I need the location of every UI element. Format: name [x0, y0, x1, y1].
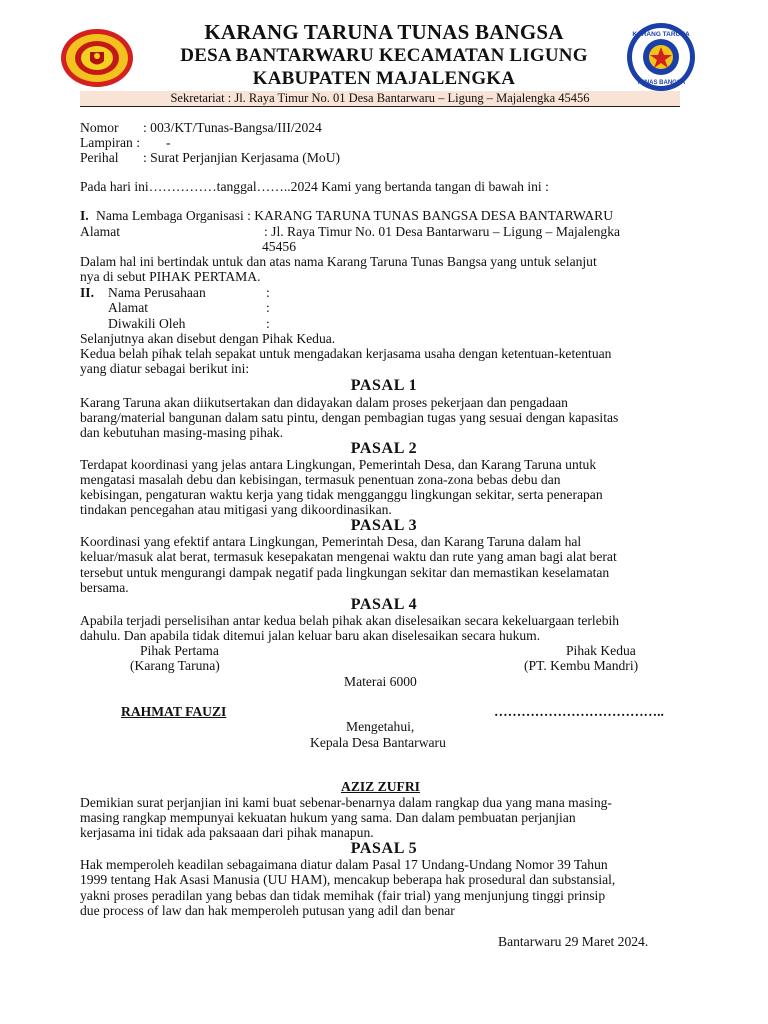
pasal2-line: mengatasi masalah debu dan kebisingan, termasuk penentuan zona-zona bebas debu dan [80, 472, 561, 487]
first-party-role: Pihak Pertama [140, 643, 219, 658]
party2-rep-colon: : [266, 316, 270, 331]
party2-closing: Selanjutnya akan disebut dengan Pihak Kedua. [80, 331, 336, 346]
org-title: KARANG TARUNA TUNAS BANGSA [204, 20, 564, 44]
party1-address-value: : Jl. Raya Timur No. 01 Desa Bantarwaru – Ligung – Majalengka [264, 224, 621, 239]
pasal3-line: tersebut untuk mengurangi dampak negatif pada lingkungan sekitar dan memastikan keselamatan [80, 565, 610, 580]
pasal3-title: PASAL 3 [350, 517, 418, 534]
perihal-label: Perihal [80, 150, 119, 165]
acknowledge-label: Mengetahui, [346, 719, 415, 734]
party1-zip: 45456 [262, 239, 296, 254]
intro-text: Pada hari ini……………tanggal……..2024 Kami yang bertanda tangan di bawah ini : [80, 179, 549, 194]
pasal5-line: due process of law dan hak memperoleh putusan yang adil dan benar [80, 903, 455, 918]
party1-statement-2: nya di sebut PIHAK PERTAMA. [80, 269, 261, 284]
pasal1-line: dan kebutuhan masing-masing pihak. [80, 425, 284, 440]
header-divider [80, 106, 680, 107]
nomor-label: Nomor [80, 120, 119, 135]
date-place: Bantarwaru 29 Maret 2024. [498, 934, 649, 949]
second-party-role: Pihak Kedua [566, 643, 636, 658]
party1-org: Nama Lembaga Organisasi : KARANG TARUNA TUNAS BANGSA DESA BANTARWARU [96, 208, 614, 223]
materai-label: Materai 6000 [344, 674, 417, 689]
lampiran-label: Lampiran : [80, 135, 141, 150]
closing-line: kerjasama ini tidak ada paksaaan dari pihak manapun. [80, 825, 374, 840]
closing-line: Demikian surat perjanjian ini kami buat sebenar-benarnya dalam rangkap dua yang mana masing- [80, 795, 612, 810]
pasal2-title: PASAL 2 [350, 440, 418, 457]
secretariat-address: Sekretariat : Jl. Raya Timur No. 01 Desa Bantarwaru – Ligung – Majalengka 45456 [80, 91, 680, 106]
pasal3-line: keluar/masuk alat berat, termasuk kesepakatan mengenai waktu dan rute yang aman bagi alat berat [80, 549, 617, 564]
lampiran-value: - [166, 135, 171, 150]
agreement-line-2: yang diatur sebagai berikut ini: [80, 361, 250, 376]
svg-text:TUNAS BANGSA: TUNAS BANGSA [636, 80, 686, 86]
org-subtitle: DESA BANTARWARU KECAMATAN LIGUNG [180, 45, 588, 66]
party2-company-label: Nama Perusahaan [108, 285, 206, 300]
party2-number: II. [80, 285, 94, 300]
village-head-name: AZIZ ZUFRI [341, 779, 420, 794]
village-head-title: Kepala Desa Bantarwaru [310, 735, 446, 750]
pasal2-line: Terdapat koordinasi yang jelas antara Lingkungan, Pemerintah Desa, dan Karang Taruna untuk [80, 457, 597, 472]
pasal5-title: PASAL 5 [350, 840, 418, 857]
svg-text:KARANG TARUNA: KARANG TARUNA [632, 31, 690, 38]
pasal1-title: PASAL 1 [350, 377, 418, 394]
pasal4-line: dahulu. Dan apabila tidak ditemui jalan keluar baru akan diselesaikan secara hukum. [80, 628, 541, 643]
second-party-org: (PT. Kembu Mandri) [524, 658, 639, 673]
pasal5-line: yakni proses peradilan yang bebas dan tidak memihak (fair trial) yang menjunjung tinggi prinsip [80, 888, 606, 903]
party2-rep-label: Diwakili Oleh [108, 316, 186, 331]
party2-address-label: Alamat [108, 300, 149, 315]
pasal2-line: tindakan pencegahan atau mitigasi yang dikoordinasikan. [80, 502, 392, 517]
closing-line: masing rangkap mempunyai kekuatan hukum yang sama. Dan dalam pembuatan perjanjian [80, 810, 576, 825]
second-party-name: ……………………………….. [494, 704, 664, 719]
org-district: KABUPATEN MAJALENGKA [252, 68, 516, 89]
agreement-line-1: Kedua belah pihak telah sepakat untuk mengadakan kerjasama usaha dengan ketentuan-ketentuan [80, 346, 612, 361]
pasal2-line: kebisingan, pengaturan waktu kerja yang tidak mengganggu lingkungan sekitar, serta penerapan [80, 487, 603, 502]
perihal-value: : Surat Perjanjian Kerjasama (MoU) [143, 150, 341, 165]
pasal3-line: bersama. [80, 580, 129, 595]
pasal4-line: Apabila terjadi perselisihan antar kedua belah pihak akan diselesaikan secara kekeluargaan terlebih [80, 613, 620, 628]
party1-statement-1: Dalam hal ini bertindak untuk dan atas nama Karang Taruna Tunas Bangsa yang untuk selanjut [80, 254, 597, 269]
first-party-name: RAHMAT FAUZI [121, 704, 227, 719]
first-party-org: (Karang Taruna) [130, 658, 220, 673]
pasal1-line: barang/material bangunan dalam satu pintu, dengan pembagian tugas yang sesuai dengan kapasitas [80, 410, 619, 425]
pasal5-line: Hak memperoleh keadilan sebagaimana diatur dalam Pasal 17 Undang-Undang Nomor 39 Tahun [80, 857, 608, 872]
party2-address-colon: : [266, 300, 270, 315]
pasal4-title: PASAL 4 [350, 596, 418, 613]
nomor-value: : 003/KT/Tunas-Bangsa/III/2024 [143, 120, 322, 135]
party1-address-label: Alamat [80, 224, 121, 239]
pasal3-line: Koordinasi yang efektif antara Lingkungan, Pemerintah Desa, dan Karang Taruna dalam hal [80, 534, 582, 549]
party2-company-colon: : [266, 285, 270, 300]
party1-number: I. [80, 208, 89, 223]
pasal5-line: 1999 tentang Hak Asasi Manusia (UU HAM), mencakup beberapa hak prosedural dan substansial, [80, 872, 616, 887]
pasal1-line: Karang Taruna akan diikutsertakan dan didayakan dalam proses pekerjaan dan pengadaan [80, 395, 568, 410]
